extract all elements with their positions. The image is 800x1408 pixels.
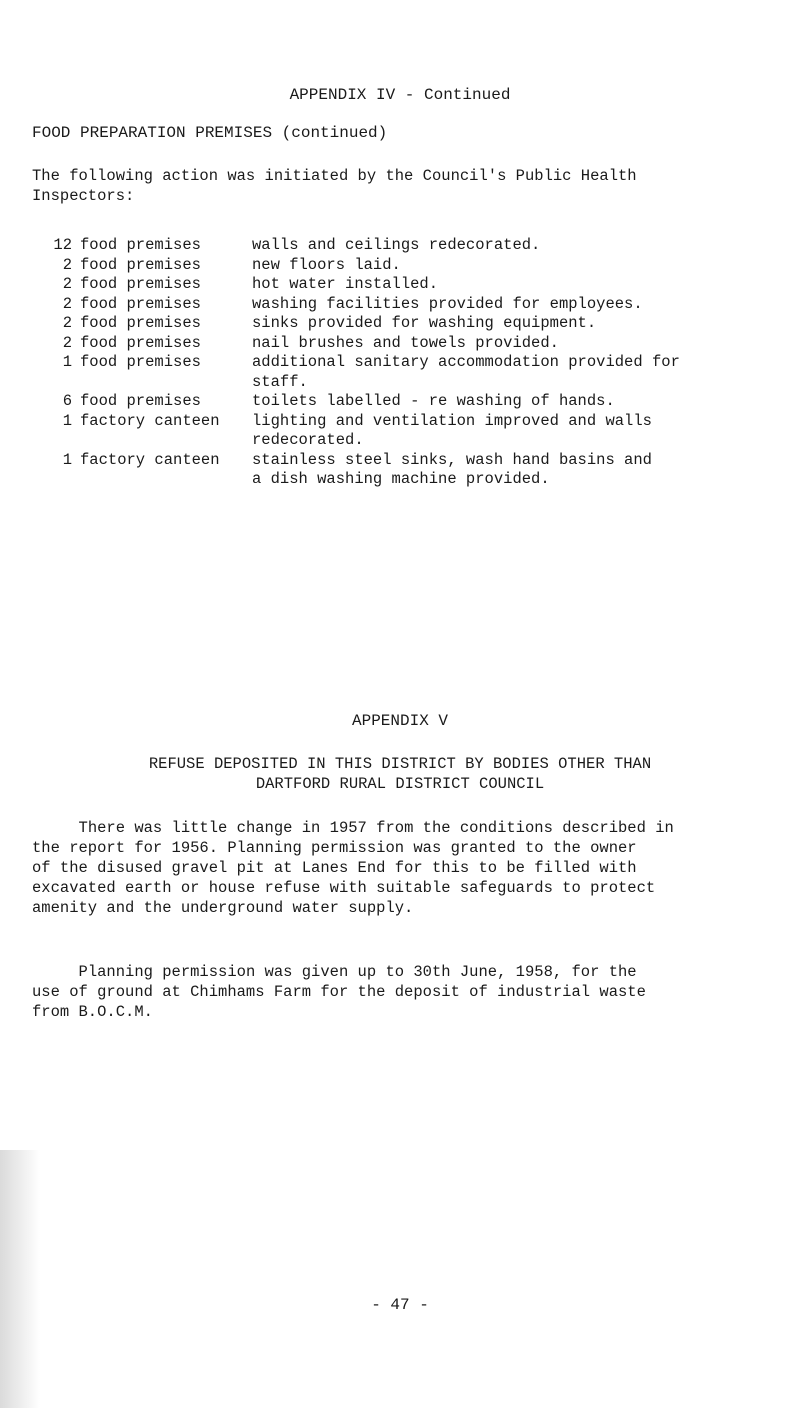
premises-type: food premises bbox=[80, 294, 201, 313]
premises-count: 1 bbox=[62, 353, 72, 371]
action-row bbox=[52, 295, 792, 315]
action-text: stainless steel sinks, wash hand basins and a dish washing machine provided. bbox=[252, 450, 652, 488]
premises-type: food premises bbox=[80, 392, 201, 410]
premises-count: 2 bbox=[62, 294, 72, 313]
action-row bbox=[52, 236, 792, 256]
premises-type: food premises bbox=[80, 255, 201, 274]
action-text: additional sanitary accommodation provided for staff. bbox=[252, 353, 680, 391]
action-row bbox=[52, 314, 792, 334]
action-text: washing facilities provided for employees. bbox=[252, 294, 643, 313]
premises-count: 2 bbox=[62, 314, 72, 332]
action-row bbox=[52, 334, 792, 354]
premises-count: 1 bbox=[62, 450, 72, 469]
appendix-v-title bbox=[0, 754, 800, 794]
page-number: - 47 - bbox=[371, 1296, 429, 1314]
premises-count: 12 bbox=[53, 236, 72, 254]
action-row bbox=[52, 412, 792, 451]
appendix-v-paragraph-1: There was little change in 1957 from the conditions described in the report for 1956. Planning permission was granted to the owner of the disused gravel pit at Lanes End for this to be filled with excavated earth or house refuse with suitable safeguards to protect amenity and the underground water supply. bbox=[32, 819, 674, 917]
premises-type: food premises bbox=[80, 333, 201, 352]
action-row bbox=[52, 451, 792, 490]
action-text: walls and ceilings redecorated. bbox=[252, 236, 541, 254]
action-text: new floors laid. bbox=[252, 255, 401, 274]
premises-type: factory canteen bbox=[80, 411, 220, 430]
premises-type: factory canteen bbox=[80, 450, 220, 469]
action-row bbox=[52, 392, 792, 412]
premises-type: food premises bbox=[80, 314, 201, 332]
appendix-iv-heading: APPENDIX IV - Continued bbox=[289, 86, 511, 104]
premises-count: 2 bbox=[62, 255, 72, 274]
actions-list bbox=[52, 236, 792, 490]
appendix-v-paragraph-2: Planning permission was given up to 30th June, 1958, for the use of ground at Chimhams Farm for the deposit of industrial waste from B.O.C.M. bbox=[32, 963, 646, 1021]
premises-type: food premises bbox=[80, 275, 201, 293]
premises-count: 2 bbox=[62, 275, 72, 293]
action-row bbox=[52, 275, 792, 295]
action-text: lighting and ventilation improved and walls redecorated. bbox=[252, 411, 652, 449]
appendix-v-title-line2: DARTFORD RURAL DISTRICT COUNCIL bbox=[255, 775, 545, 793]
premises-type: food premises bbox=[80, 236, 201, 254]
appendix-v-heading: APPENDIX V bbox=[351, 712, 448, 730]
action-text: toilets labelled - re washing of hands. bbox=[252, 392, 615, 410]
premises-count: 1 bbox=[62, 411, 72, 430]
intro-paragraph: The following action was initiated by the Council's Public Health Inspectors: bbox=[32, 167, 637, 205]
action-row bbox=[52, 256, 792, 276]
section-title: FOOD PREPARATION PREMISES (continued) bbox=[32, 124, 388, 142]
scan-shadow bbox=[0, 1150, 40, 1408]
premises-count: 2 bbox=[62, 333, 72, 352]
action-text: sinks provided for washing equipment. bbox=[252, 314, 597, 332]
premises-type: food premises bbox=[80, 353, 201, 371]
action-row bbox=[52, 353, 792, 392]
premises-count: 6 bbox=[62, 392, 72, 410]
action-text: nail brushes and towels provided. bbox=[252, 333, 559, 352]
action-text: hot water installed. bbox=[252, 275, 439, 293]
appendix-v-title-line1: REFUSE DEPOSITED IN THIS DISTRICT BY BODIES OTHER THAN bbox=[148, 755, 652, 773]
